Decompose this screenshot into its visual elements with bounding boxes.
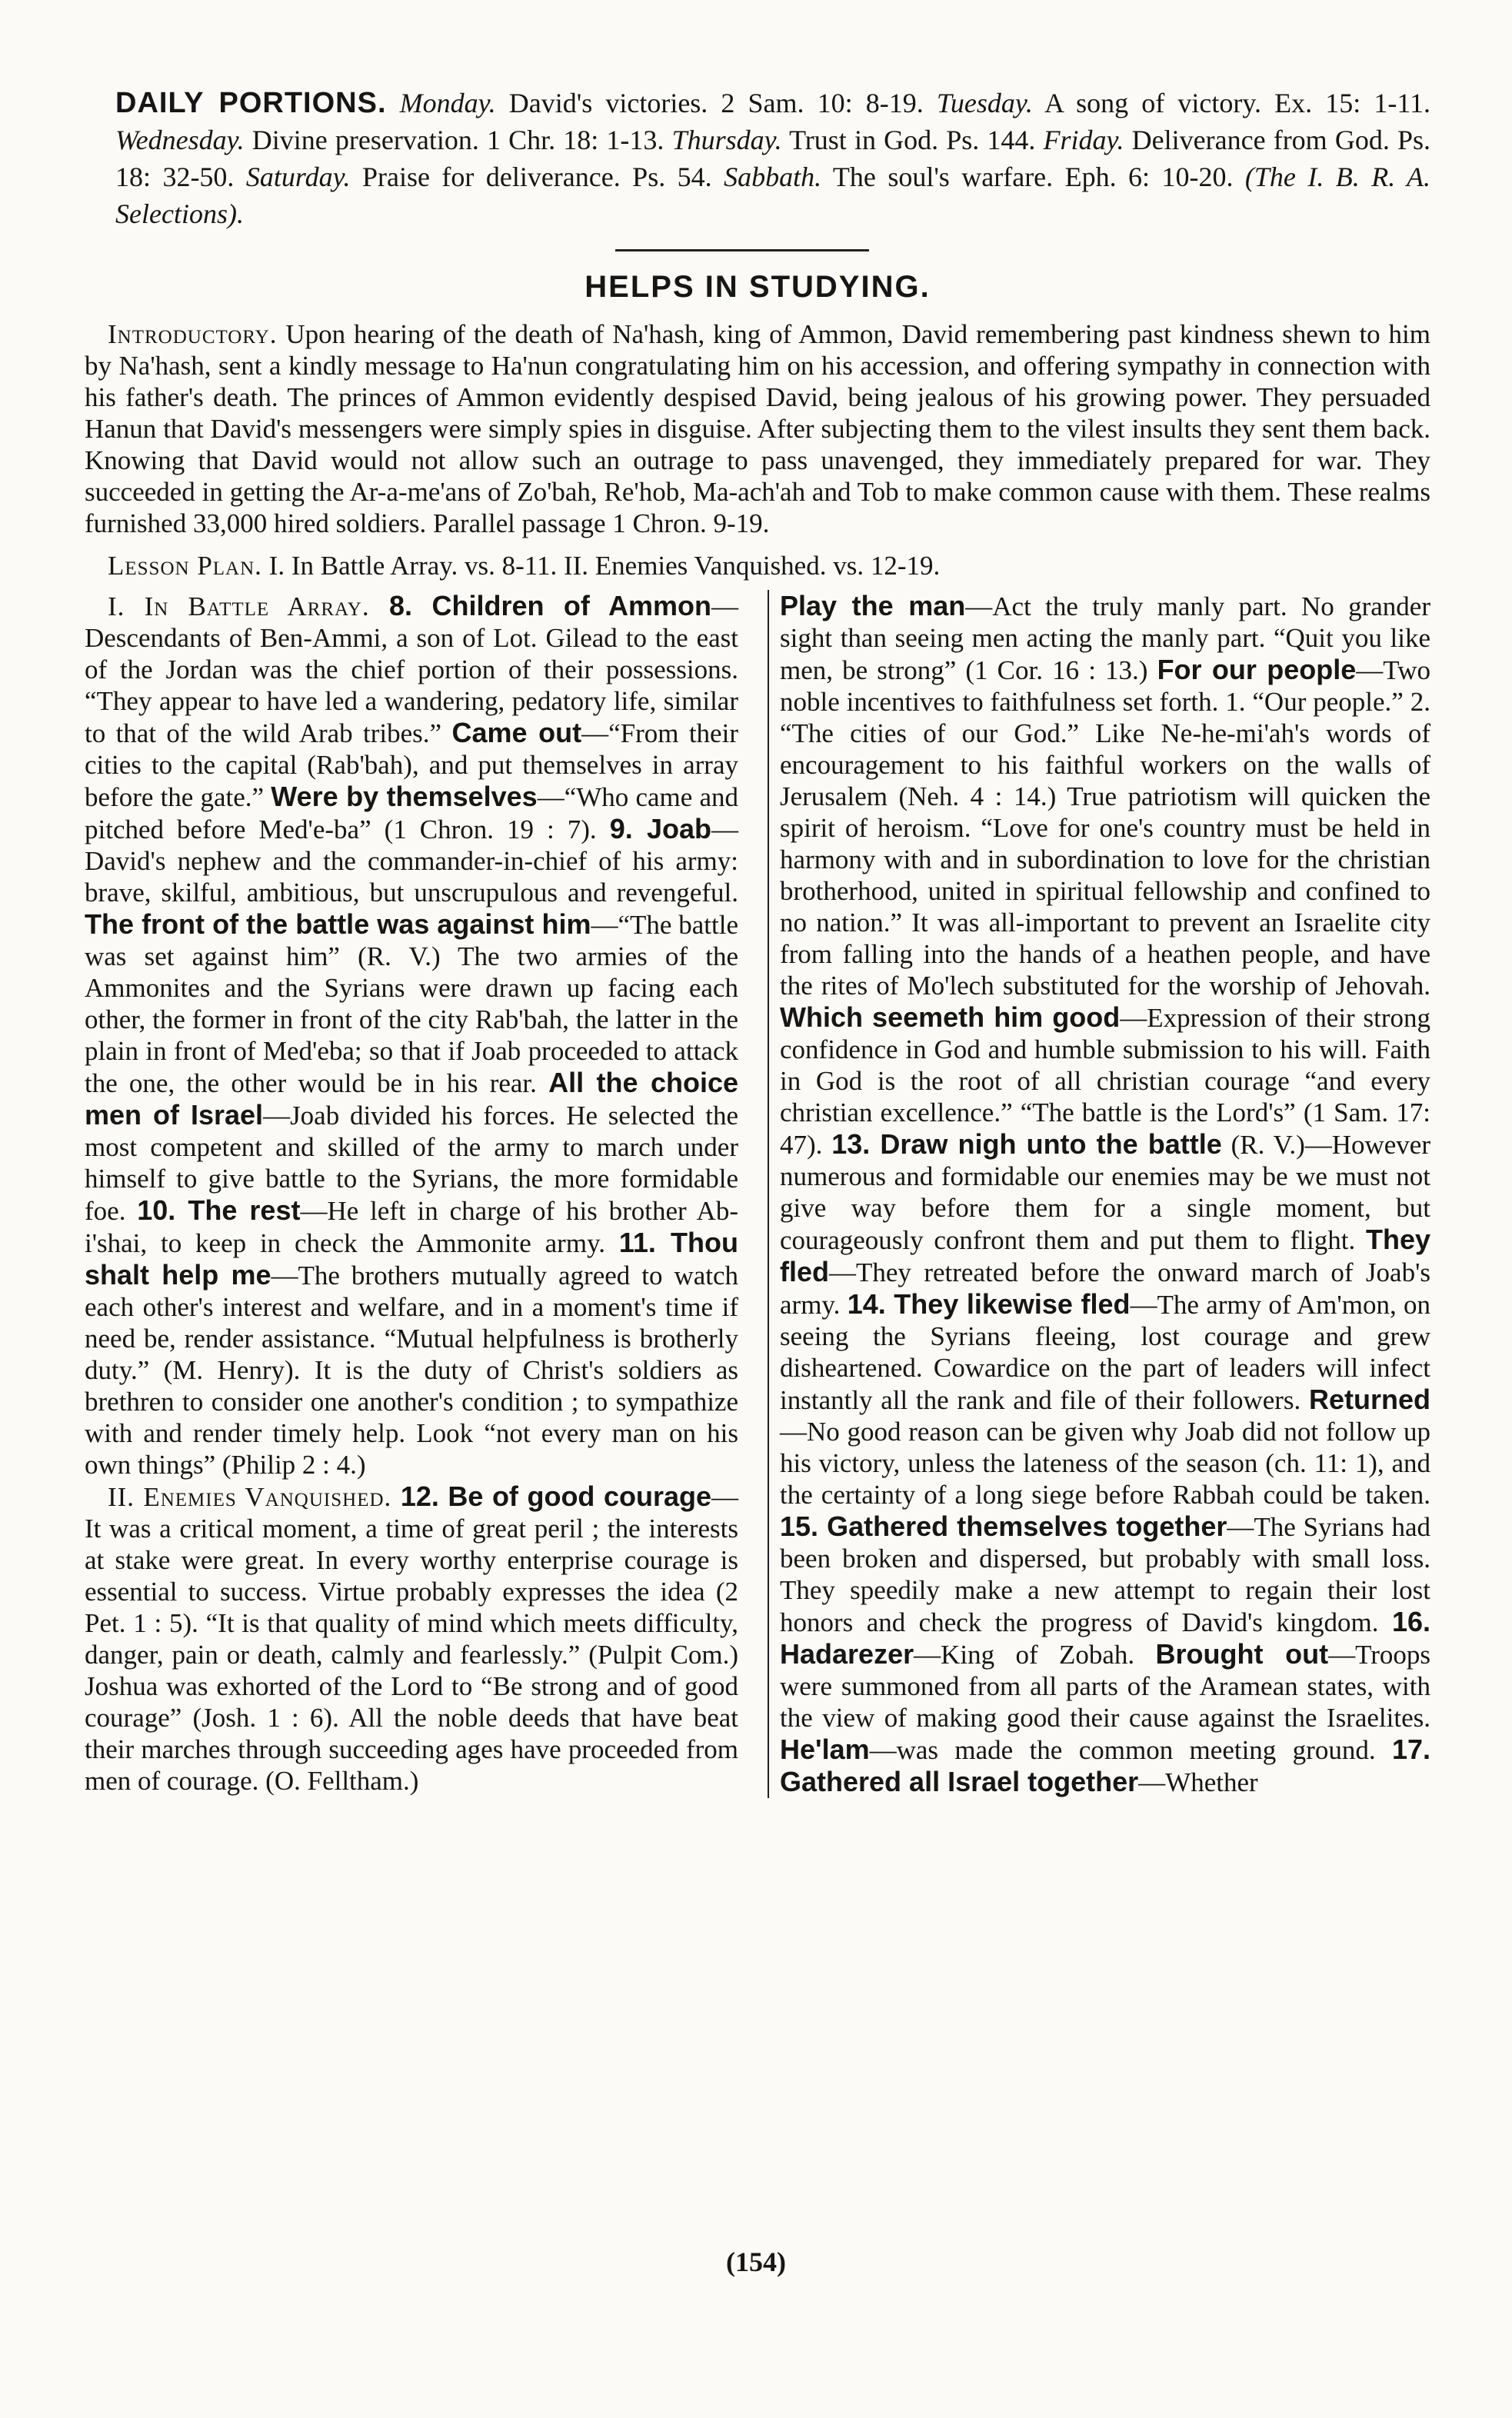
verse-11-text: —The brothers mutually agreed to watch each other's interest and welfare, and in a moment's time if need be, render assistance. “Mutual helpfulness is brotherly duty.” (M. Henry). It is the duty of Christ's soldiers as brethren to consider one another's condition ; to sympathize with and render timely help. Look “not every man on his own things” (Philip 2 : 4.) [85,1261,739,1480]
which-seemeth-heading: Which seemeth him good [780,1001,1121,1033]
reading-monday: David's victories. 2 Sam. 10: 8-19. [495,88,937,118]
choice-men-text: —Joab divided his forces. He selected the most competent and skilled of the army to march under himself to give battle to the Syrians, the more formidable foe. [85,1101,738,1226]
front-of-battle-text: —“The battle was set against him” (R. V.) The two armies of the Ammonites and the Syrians were drawn up facing each other, the former in front of the city Rab'bah, the latter in the plain in front of Med'eba; so that if Joab proceeded to attack the one, the other would be in his rear. [85,910,738,1098]
verse-17-text: —Whether [1138,1767,1258,1797]
day-wednesday: Wednesday. [115,125,245,155]
daily-portions [85,85,1430,232]
day-monday: Monday. [399,88,496,118]
helps-title: HELPS IN STUDYING. [584,270,931,304]
verse-14-heading: 14. They likewise fled [847,1288,1131,1320]
commentary-columns [85,590,1430,1798]
reading-sabbath: The soul's warfare. Eph. 6: 10-20. [821,162,1245,192]
returned-text: —No good reason can be given why Joab did not follow up his victory, unless the lateness of the season (ch. 11: 1), and the certainty of a long siege before Rabbah could be taken. [780,1417,1430,1510]
verse-12-text: —It was a critical moment, a time of great peril ; the interests at stake were great. In every worthy enterprise courage is essential to success. Virtue probably expresses the idea (2 Pet. 1 : 5). “It is that quality of mind which meets difficulty, danger, pain or death, calmly and fearlessly.” (Pulpit Com.) Joshua was exhorted of the Lord to “Be strong and of good courage” (Josh. 1 : 6). All the noble deeds that have beat their marches through succeeding ages have proceeded from men of courage. (O. Felltham.) [85,1482,738,1796]
play-the-man-text: —Act the truly manly part. No grander sight than seeing men acting the manly part. “Quit you like men, be strong” (1 Cor. 16 : 13.) [780,591,1430,685]
day-sabbath: Sabbath. [724,162,822,192]
verse-16-text: —King of Zobah. [914,1640,1156,1670]
reading-wednesday: Divine preservation. 1 Chr. 18: 1-13. [244,125,672,155]
page [85,85,1430,1798]
verse-14-text: —The army of Am'mon, on seeing the Syrians fleeing, lost courage and grew disheartened. Cowardice on the part of leaders will infect instantly all the rank and file of their followers. [780,1290,1430,1415]
introductory-paragraph [85,318,1430,539]
for-our-people-heading: For our people [1157,654,1357,685]
verse-16-heading: 16. Hadarezer [780,1606,1430,1670]
verse-12-heading: 12. Be of good courage [391,1480,711,1512]
reading-thursday: Trust in God. Ps. 144. [781,125,1044,155]
verse-8-text: —Descendants of Ben-Ammi, a son of Lot. Gilead to the east of the Jordan was the chief portion of their possessions. “They appear to have led a wandering, pedatory life, similar to that of the wild Arab tribes.” [85,591,738,748]
verse-10-heading: 10. The rest [137,1194,301,1226]
they-fled-heading: They fled [780,1224,1430,1287]
verse-17-heading: 17. Gathered all Israel together [780,1734,1430,1797]
right-column [768,590,1430,1798]
section-divider [615,249,869,251]
play-the-man-heading: Play the man [780,590,966,621]
brought-out-heading: Brought out [1155,1638,1329,1670]
returned-heading: Returned [1308,1384,1430,1415]
verse-11-heading: 11. Thou shalt help me [85,1227,738,1291]
reading-tuesday: A song of victory. Ex. 15: 1-11. [1032,88,1430,118]
lesson-plan [108,550,1430,582]
for-our-people-text: —Two noble incentives to faithfulness set forth. 1. “Our people.” 2. “The cities of our God.” Like Ne-he-mi'ah's words of encouragement to his faithful workers on the walls of Jerusalem (Neh. 4 : 14.) True patriotism will quicken the spirit of heroism. “Love for one's country must be held in harmony with and in subordination to love for the christian brotherhood, united in spiritual fellowship and confined to no nation.” It was all-important to prevent an Israelite city from falling into the hands of a heathen people, and have the rites of Mo'lech substituted for the worship of Jehovah. [780,655,1430,1001]
which-seemeth-text: —Expression of their strong confidence in God and humble submission to his will. Faith in God is the root of all christian courage “and every christian excellence.” “The battle is the Lord's” (1 Sam. 17: 47). [780,1003,1431,1160]
they-fled-text: —They retreated before the onward march of Joab's army. [780,1257,1430,1320]
lesson-plan-text: I. In Battle Array. vs. 8-11. II. Enemies Vanquished. vs. 12-19. [261,551,941,581]
section-two-label: II. Enemies Vanquished. [108,1482,392,1512]
verse-13-text: (R. V.)—However numerous and formidable our enemies may be we must not give way before them for a single moment, but courageously confront them and put them to flight. [780,1130,1430,1255]
lesson-plan-label: Lesson Plan. [108,551,262,581]
day-friday: Friday. [1043,125,1124,155]
day-saturday: Saturday. [245,162,351,192]
helam-heading: He'lam [780,1734,870,1765]
daily-portions-heading: DAILY PORTIONS. [115,87,387,119]
day-tuesday: Tuesday. [936,88,1033,118]
selections-source: (The I. B. R. A. Selections). [115,162,1430,229]
verse-9-text: —David's nephew and the commander-in-chief of his army: brave, skilful, ambitious, but unscrupulous and revengeful. [85,814,738,908]
reading-friday: Deliverance from God. Ps. 18: 32-50. [115,125,1430,192]
helam-text: —was made the common meeting ground. [869,1735,1392,1765]
section-one-label: I. In Battle Array. [108,591,370,621]
day-thursday: Thursday. [671,125,782,155]
verse-15-text: —The Syrians had been broken and dispersed, but probably with small loss. They speedily make a new attempt to regain their lost honors and check the progress of David's kingdom. [780,1512,1431,1637]
brought-out-text: —Troops were summoned from all parts of the Aramean states, with the view of making good their cause against the Israelites. [780,1640,1430,1733]
front-of-battle-heading: The front of the battle was against him [85,908,591,940]
introductory-label: Introductory. [108,319,278,349]
were-by-themselves-heading: Were by themselves [271,781,538,812]
verse-8-heading: 8. Children of Ammon [369,590,711,621]
verse-9-heading: 9. Joab [609,813,711,844]
left-column [85,590,738,1798]
verse-15-heading: 15. Gathered themselves together [780,1510,1227,1542]
came-out-text: —“From their cities to the capital (Rab'bah), and put themselves in array before the gate.” [85,718,738,812]
verse-10-text: —He left in charge of his brother Ab-i'shai, to keep in check the Ammonite army. [85,1196,738,1258]
were-by-themselves-text: —“Who came and pitched before Med'e-ba” (1 Chron. 19 : 7). [85,782,739,844]
verse-13-heading: 13. Draw nigh unto the battle [831,1128,1222,1160]
choice-men-heading: All the choice men of Israel [85,1067,738,1131]
came-out-heading: Came out [451,717,582,748]
reading-saturday: Praise for deliverance. Ps. 54. [350,162,724,192]
introductory-text: Upon hearing of the death of Na'hash, king of Ammon, David remembering past kindness shewn to him by Na'hash, sent a kindly message to Ha'nun congratulating him on his accession, and offering sympathy in connection with his father's death. The princes of Ammon evidently despised David, being jealous of his growing power. They persuaded Hanun that David's messengers were simply spies in disguise. After subjecting them to the vilest insults they sent them back. Knowing that David would not allow such an outrage to pass unavenged, they immediately prepared for war. They succeeded in getting the Ar-a-me'ans of Zo'bah, Re'hob, Ma-ach'ah and Tob to make common cause with them. These realms furnished 33,000 hired soldiers. Parallel passage 1 Chron. 9-19. [85,319,1430,538]
page-number: (154) [726,2246,786,2277]
